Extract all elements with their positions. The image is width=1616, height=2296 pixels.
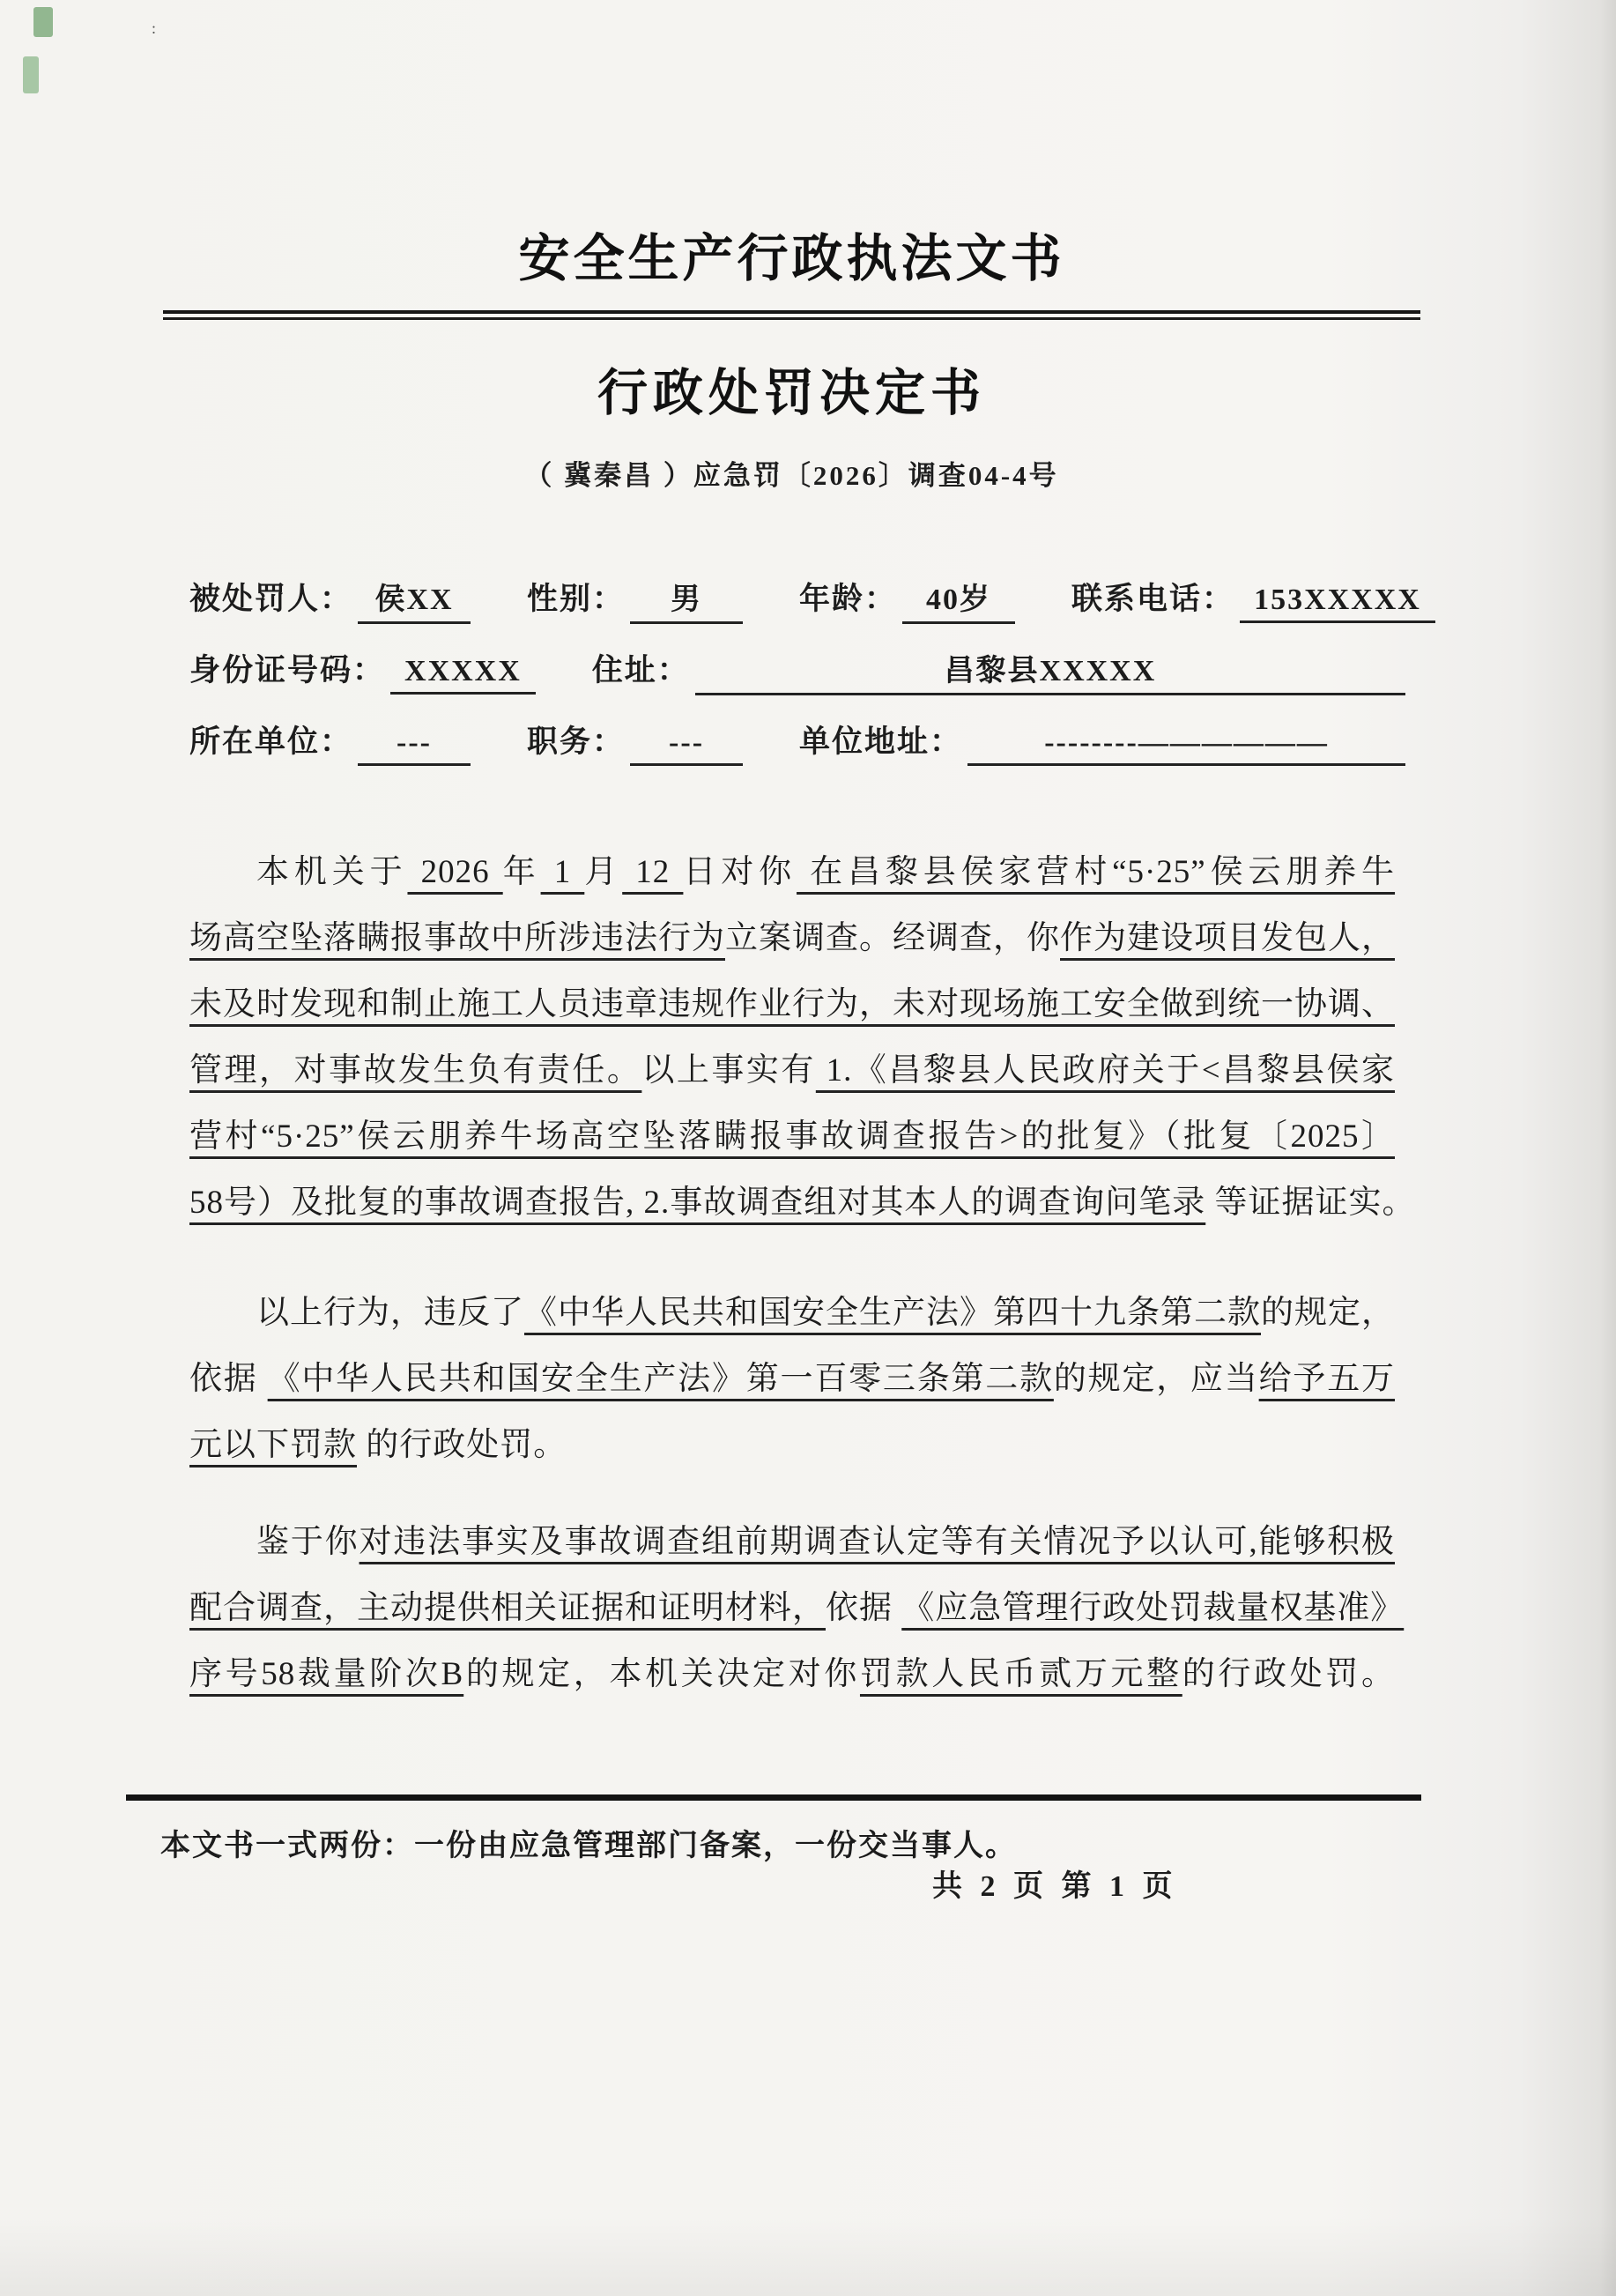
field-row [189,646,1405,717]
paragraph-line [189,1170,1416,1236]
paragraph-line [189,971,1395,1037]
field-label: 联系电话： [1071,582,1235,616]
paragraph-line [189,1412,1395,1478]
filled-in-text: 对违法事实及事故调查组前期调查认定等有关情况予以认可,能够积极 [359,1524,1396,1560]
paragraph-line [189,1103,1395,1170]
field-cell [799,575,1015,624]
paragraph-line [189,1509,1395,1575]
paragraph [189,1509,1405,1707]
field-label: 年龄： [799,582,898,616]
paragraph-line [189,1575,1405,1641]
form-text: 依据 [826,1590,902,1626]
field-label: 所在单位： [189,724,353,759]
field-value: 40岁 [902,575,1015,624]
paragraph-line [189,1641,1395,1707]
field-cell [189,646,536,695]
form-text: 月 [584,854,623,890]
field-value: --- [630,726,743,766]
page-number-info: 共 2 页 第 1 页 [932,1870,1178,1903]
header-double-rule [163,310,1420,320]
form-text: 的规定， [1261,1295,1395,1331]
paragraph-line [189,1037,1395,1103]
field-value: 男 [630,575,743,624]
field-value: XXXXX [390,655,536,695]
filled-in-text: 元以下罚款 [189,1427,357,1463]
form-text: 的行政处罚。 [357,1427,567,1463]
field-cell [592,646,1405,695]
form-text: 鉴于你 [256,1524,360,1560]
form-text: 依据 [189,1361,268,1397]
footer-note: 本文书一式两份：一份由应急管理部门备案，一份交当事人。 [160,1830,1017,1862]
filled-in-text: 营村“5·25”侯云朋养牛场高空坠落瞒报事故调查报告>的批复》（批复〔2025〕 [189,1118,1395,1155]
filled-in-text: 管理，对事故发生负有责任。 [189,1052,642,1089]
form-text: 等证据证实。 [1205,1185,1416,1221]
filled-in-text: 58号）及批复的事故调查报告, 2.事故调查组对其本人的调查询问笔录 [189,1185,1206,1221]
document-category-title: 安全生产行政执法文书 [518,230,1065,287]
field-label: 被处罚人： [189,582,353,616]
form-text: 日对你 [683,854,797,890]
paragraph [189,1280,1395,1478]
paragraph [189,839,1416,1236]
filled-in-text: 《应急管理行政处罚裁量权基准》 [901,1590,1405,1626]
form-text: 本机关于 [256,854,408,890]
paragraph-line [189,1346,1395,1412]
document-number: （ 冀秦昌 ）应急罚〔2026〕调查04-4号 [524,460,1059,491]
paragraph-line [189,905,1395,971]
field-value: 153XXXXX [1240,583,1435,623]
filled-in-text: 1 [540,854,585,890]
field-cell [527,575,743,624]
filled-in-text: 给予五万 [1258,1361,1396,1397]
form-text: 年 [502,854,541,890]
field-row [189,717,1405,789]
filled-in-text: 《中华人民共和国安全生产法》第一百零三条第二款 [267,1361,1054,1397]
field-label: 性别： [527,582,626,616]
field-cell [527,717,743,766]
field-label: 职务： [527,724,626,759]
filled-in-text: 12 [622,854,684,890]
filled-in-text: 2026 [407,854,503,890]
footer-rule [126,1794,1421,1801]
form-text: 以上行为，违反了 [256,1295,524,1331]
filled-in-text: 在昌黎县侯家营村“5·25”侯云朋养牛 [797,854,1396,890]
field-value: 昌黎县XXXXX [695,646,1405,695]
field-cell [189,717,471,766]
form-text: 的行政处罚。 [1182,1656,1395,1692]
field-row [189,575,1421,646]
document-title: 行政处罚决定书 [597,365,986,421]
filled-in-text: 配合调查，主动提供相关证据和证明材料， [189,1590,826,1626]
field-label: 身份证号码： [189,653,386,687]
scan-artifact-green [23,56,39,93]
form-text: 的规定，本机关决定对你 [463,1656,860,1692]
field-cell [189,575,471,624]
filled-in-text: 1.《昌黎县人民政府关于<昌黎县侯家 [815,1052,1396,1089]
party-info-fields [189,575,1421,789]
paragraph-line [189,839,1395,905]
filled-in-text: 序号58裁量阶次B [189,1656,464,1692]
filled-in-text: 罚款人民币贰万元整 [859,1656,1182,1692]
filled-in-text: 场高空坠落瞒报事故中所涉违法行为 [189,920,725,956]
filled-in-text: 作为建设项目发包人， [1060,920,1395,956]
form-text: 以上事实有 [641,1052,816,1089]
filled-in-text: 《中华人民共和国安全生产法》第四十九条第二款 [524,1295,1261,1331]
form-text: 立案调查。经调查，你 [725,920,1060,956]
scan-artifact-mark: : [152,19,157,37]
form-text: 的规定，应当 [1053,1361,1259,1397]
field-label: 住址： [591,653,690,687]
field-cell [1071,575,1435,623]
field-label: 单位地址： [799,724,963,759]
field-value: --------—————— [967,726,1405,766]
scan-artifact-green [33,7,53,37]
field-cell [799,717,1405,766]
filled-in-text: 未及时发现和制止施工人员违章违规作业行为，未对现场施工安全做到统一协调、 [189,986,1395,1022]
field-value: --- [358,726,471,766]
field-value: 侯XX [358,575,471,624]
paragraph-line [189,1280,1395,1346]
